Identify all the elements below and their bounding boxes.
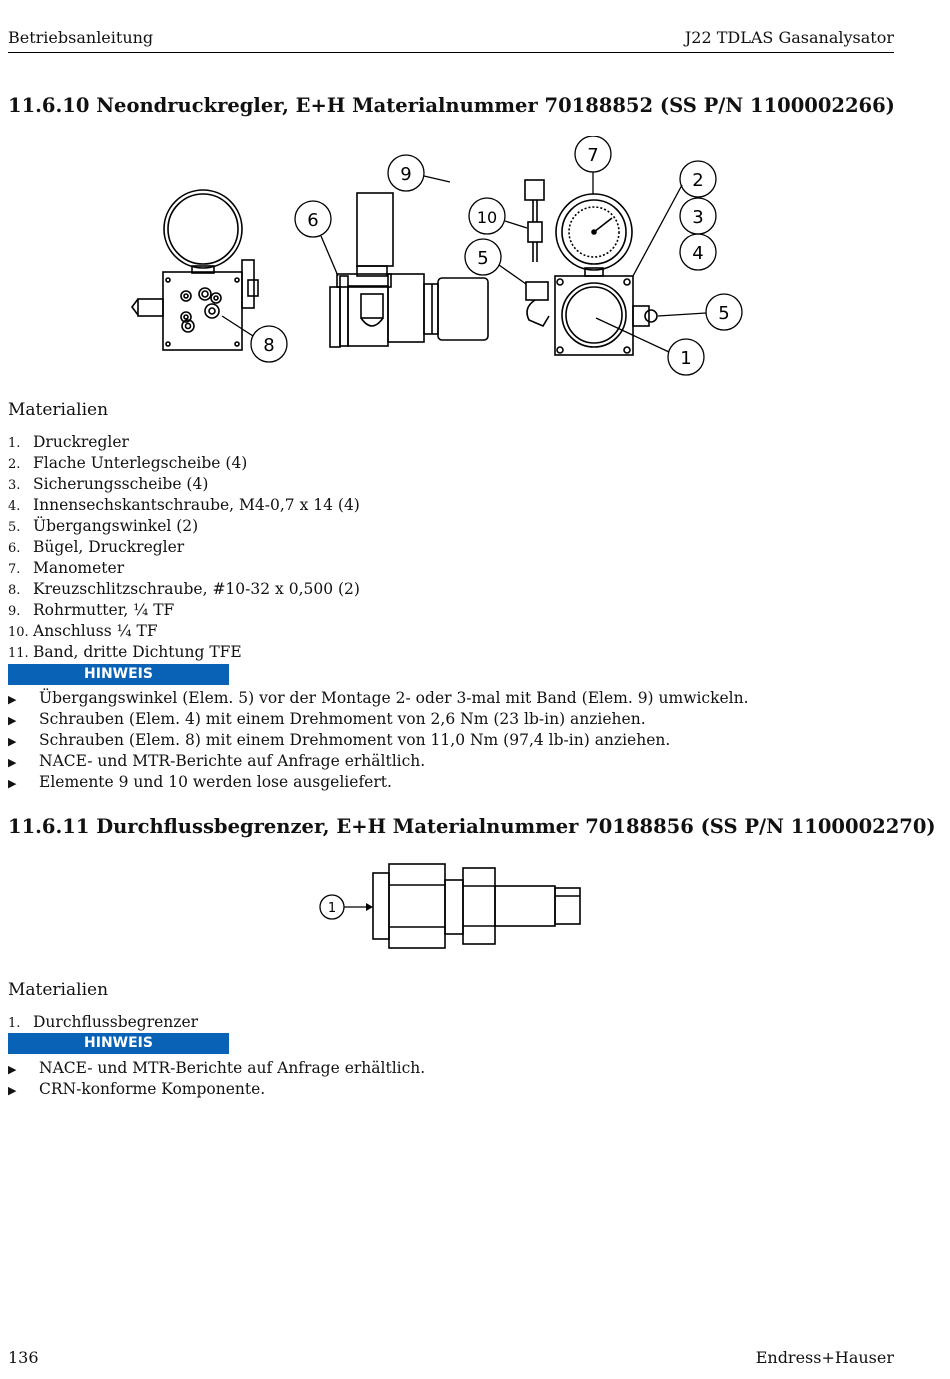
notes-list-1 (8, 688, 749, 793)
callout-5-right: 5 (718, 303, 730, 324)
list-item: 8. Kreuzschlitzschraube, #10-32 x 0,500 (2) (8, 580, 360, 598)
callout-10: 10 (476, 208, 498, 227)
bullet-triangle-icon: ▶ (8, 777, 17, 790)
callout-5-left: 5 (477, 248, 489, 269)
notes-list-2 (8, 1058, 425, 1100)
note-item: ▶ NACE- und MTR-Berichte auf Anfrage erhältlich. (8, 751, 749, 772)
list-item: 3. Sicherungsscheibe (4) (8, 475, 209, 493)
bullet-triangle-icon: ▶ (8, 735, 17, 748)
materials-heading-2: Materialien (8, 980, 109, 1000)
section-title-flow-restrictor: 11.6.11 Durchflussbegrenzer, E+H Materialnummer 70188856 (SS P/N 1100002270) (8, 815, 936, 838)
fitting-10-part (525, 180, 544, 262)
list-item: 7. Manometer (8, 559, 125, 577)
flow-restrictor-drawing (310, 856, 590, 956)
list-item: 9. Rohrmutter, ¼ TF (8, 601, 175, 619)
bullet-triangle-icon: ▶ (8, 1063, 17, 1076)
header-product: J22 TDLAS Gasanalysator (684, 28, 894, 47)
callout-8: 8 (263, 335, 275, 356)
note-item: ▶ CRN-konforme Komponente. (8, 1079, 425, 1100)
list-item: 4. Innensechskantschraube, M4-0,7 x 14 (4) (8, 496, 360, 514)
callout-4: 4 (692, 243, 704, 264)
list-item: 2. Flache Unterlegscheibe (4) (8, 454, 248, 472)
header-divider (8, 52, 894, 53)
regulator-side-view (330, 193, 488, 347)
callout-3: 3 (692, 207, 704, 228)
note-item: ▶ Schrauben (Elem. 4) mit einem Drehmoment von 2,6 Nm (23 lb-in) anziehen. (8, 709, 749, 730)
hinweis-badge-2: HINWEIS (8, 1033, 229, 1054)
list-item: 6. Bügel, Druckregler (8, 538, 185, 556)
regulator-gauge-view (526, 194, 657, 355)
bullet-triangle-icon: ▶ (8, 756, 17, 769)
callout-2: 2 (692, 170, 704, 191)
note-item: ▶ Übergangswinkel (Elem. 5) vor der Montage 2- oder 3-mal mit Band (Elem. 9) umwickeln. (8, 688, 749, 709)
regulator-front-view (132, 190, 258, 350)
bullet-triangle-icon: ▶ (8, 714, 17, 727)
callout-group (222, 136, 742, 375)
materials-heading-1: Materialien (8, 400, 109, 420)
note-item: ▶ Schrauben (Elem. 8) mit einem Drehmoment von 11,0 Nm (97,4 lb-in) anziehen. (8, 730, 749, 751)
callout-1-restrictor: 1 (327, 901, 337, 916)
callout-7: 7 (587, 145, 599, 166)
callout-1: 1 (680, 348, 692, 369)
hinweis-badge-1: HINWEIS (8, 664, 229, 685)
bullet-triangle-icon: ▶ (8, 693, 17, 706)
list-item: 10. Anschluss ¼ TF (8, 622, 158, 640)
footer-brand: Endress+Hauser (755, 1348, 894, 1367)
materials-list-2 (8, 1012, 198, 1033)
list-item: 11. Band, dritte Dichtung TFE (8, 643, 242, 661)
note-item: ▶ Elemente 9 und 10 werden lose ausgeliefert. (8, 772, 749, 793)
list-item: 1. Druckregler (8, 433, 129, 451)
list-item: 1. Durchflussbegrenzer (8, 1013, 199, 1031)
page-number: 136 (8, 1348, 39, 1367)
list-item: 5. Übergangswinkel (2) (8, 517, 199, 535)
note-item: ▶ NACE- und MTR-Berichte auf Anfrage erhältlich. (8, 1058, 425, 1079)
bullet-triangle-icon: ▶ (8, 1084, 17, 1097)
regulator-exploded-drawing (120, 136, 760, 381)
materials-list-1 (8, 432, 360, 663)
callout-9: 9 (400, 164, 412, 185)
section-title-neon-regulator: 11.6.10 Neondruckregler, E+H Materialnummer 70188852 (SS P/N 1100002266) (8, 94, 895, 117)
callout-6: 6 (307, 210, 319, 231)
header-doc-type: Betriebsanleitung (8, 28, 154, 47)
